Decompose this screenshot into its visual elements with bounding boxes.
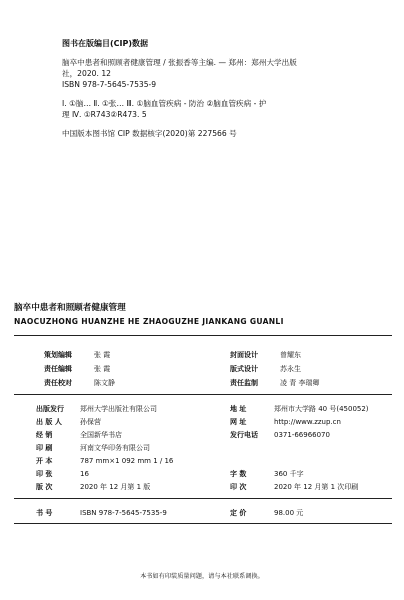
detail-publisher: 出版发行 郑州大学出版社有限公司 bbox=[36, 405, 157, 413]
cip-line-1: 脑卒中患者和照顾者健康管理 / 张振香等主编. — 郑州：郑州大学出版 bbox=[62, 58, 297, 67]
detail-isbn: 书 号 ISBN 978-7-5645-7535-9 bbox=[36, 509, 167, 517]
divider-bottom bbox=[14, 523, 392, 524]
detail-website: 网 址 http://www.zzup.cn bbox=[230, 418, 341, 426]
detail-publishing-person: 出 版 人 孙保营 bbox=[36, 418, 101, 426]
detail-format: 开 本 787 mm×1 092 mm 1 / 16 bbox=[36, 457, 174, 465]
cip-line-6: 中国版本图书馆 CIP 数据核字(2020)第 227566 号 bbox=[62, 129, 237, 138]
credit-planning-editor: 策划编辑 张 霞 bbox=[44, 351, 111, 359]
book-title: 脑卒中患者和照顾者健康管理 bbox=[14, 303, 126, 313]
cip-line-4: Ⅰ. ①脑… Ⅱ. ①张… Ⅲ. ①脑血管疾病 - 防治 ②脑血管疾病 - 护 bbox=[62, 99, 267, 108]
credit-supervisor: 责任监制 凌 青 李瑞卿 bbox=[230, 379, 320, 387]
quality-notice: 本书如有印装质量问题，请与本社联系调换。 bbox=[140, 573, 264, 580]
cip-heading: 图书在版编目(CIP)数据 bbox=[62, 39, 149, 48]
divider-middle bbox=[14, 394, 392, 395]
detail-price: 定 价 98.00 元 bbox=[230, 509, 304, 517]
credit-proofreader: 责任校对 陈文静 bbox=[44, 379, 115, 387]
detail-word-count: 字 数 360 千字 bbox=[230, 470, 304, 478]
credit-responsible-editor: 责任编辑 张 霞 bbox=[44, 365, 111, 373]
credit-cover-design: 封面设计 曾耀东 bbox=[230, 351, 301, 359]
cip-block bbox=[62, 38, 382, 139]
divider-lower bbox=[14, 498, 392, 499]
detail-edition: 版 次 2020 年 12 月第 1 版 bbox=[36, 483, 151, 491]
detail-distributor: 经 销 全国新华书店 bbox=[36, 431, 122, 439]
detail-sheets: 印 张 16 bbox=[36, 470, 89, 478]
detail-printing: 印 次 2020 年 12 月第 1 次印刷 bbox=[230, 483, 359, 491]
cip-line-2: 社，2020. 12 bbox=[62, 69, 112, 78]
credit-layout-design: 版式设计 苏永生 bbox=[230, 365, 301, 373]
cip-line-5: 理 Ⅳ. ①R743②R473. 5 bbox=[62, 110, 147, 119]
detail-phone: 发行电话 0371-66966070 bbox=[230, 431, 330, 439]
book-pinyin-title: NAOCUZHONG HUANZHE HE ZHAOGUZHE JIANKANG GUANLI bbox=[14, 317, 284, 326]
detail-address: 地 址 郑州市大学路 40 号(450052) bbox=[230, 405, 369, 413]
divider-top bbox=[14, 335, 392, 336]
detail-printer: 印 刷 河南文华印务有限公司 bbox=[36, 444, 150, 452]
cip-line-3: ISBN 978-7-5645-7535-9 bbox=[62, 80, 157, 89]
